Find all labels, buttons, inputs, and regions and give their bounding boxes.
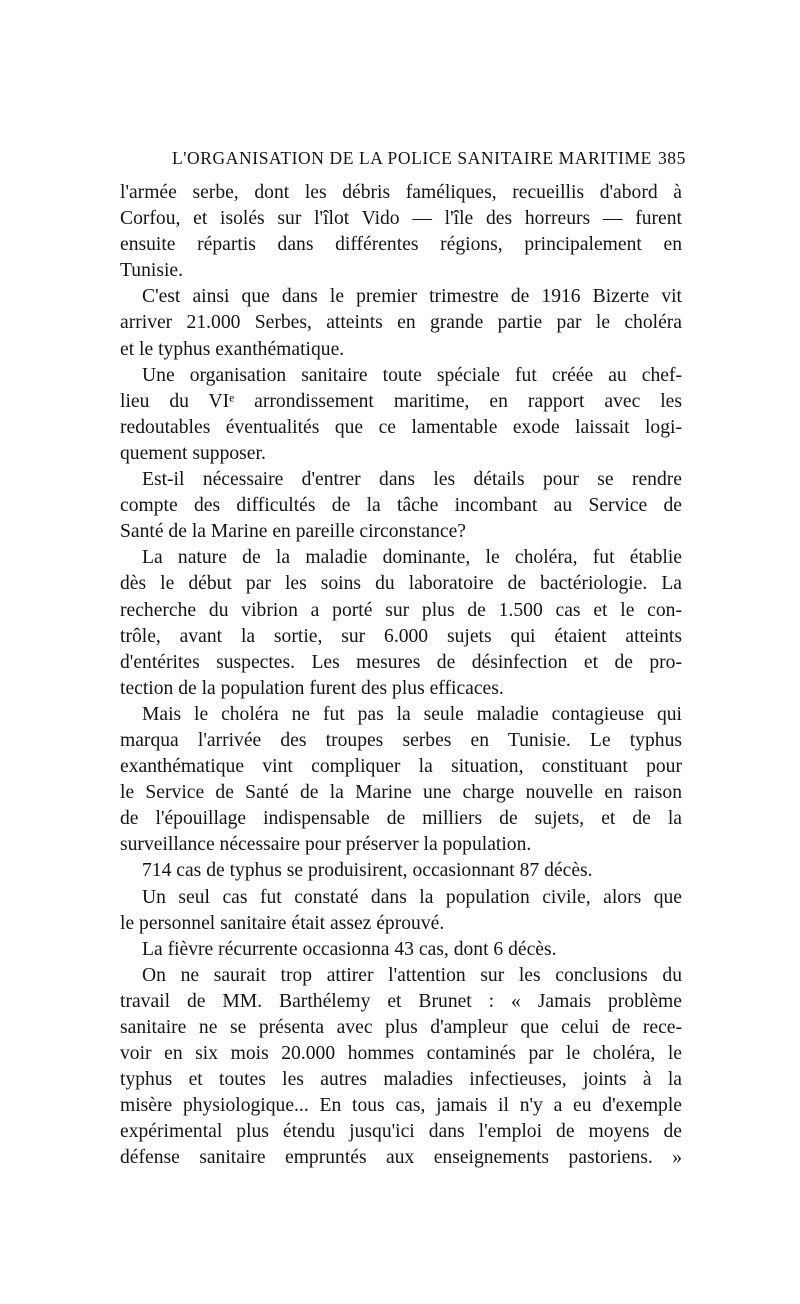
- text-line: l'armée serbe, dont les débris faméliques, recueillis d'abord à: [120, 182, 682, 203]
- text-line: 714 cas de typhus se produisirent, occasionnant 87 décès.: [142, 860, 593, 882]
- text-line: défense sanitaire empruntés aux enseignements pastoriens. »: [120, 1147, 682, 1169]
- text-line: Est-il nécessaire d'entrer dans les détails pour se rendre: [142, 469, 682, 491]
- text-line: de l'épouillage indispensable de milliers de sujets, et de la: [120, 808, 682, 830]
- text-line: Tunisie.: [120, 260, 183, 282]
- text-line: voir en six mois 20.000 hommes contaminés par le choléra, le: [120, 1043, 682, 1065]
- text-line: La nature de la maladie dominante, le choléra, fut établie: [142, 547, 682, 569]
- text-line: exanthématique vint compliquer la situation, constituant pour: [120, 756, 682, 778]
- text-line: Une organisation sanitaire toute spéciale fut créée au chef-: [142, 364, 682, 386]
- text-line: d'entérites suspectes. Les mesures de désinfection et de pro-: [120, 651, 682, 673]
- text-line: travail de MM. Barthélemy et Brunet : « Jamais problème: [120, 990, 682, 1012]
- text-line: tection de la population furent des plus efficaces.: [120, 677, 504, 699]
- page-number: 385: [657, 148, 686, 168]
- text-line: quement supposer.: [120, 442, 266, 464]
- text-line: ensuite répartis dans différentes régions, principalement en: [120, 234, 682, 256]
- text-line: lieu du VIᵉ arrondissement maritime, en rapport avec les: [120, 390, 682, 412]
- text-line: La fièvre récurrente occasionna 43 cas, dont 6 décès.: [142, 938, 557, 960]
- text-line: Un seul cas fut constaté dans la population civile, alors que: [142, 886, 682, 908]
- text-line: Santé de la Marine en pareille circonstance?: [120, 521, 466, 543]
- text-line: marqua l'arrivée des troupes serbes en Tunisie. Le typhus: [120, 729, 682, 751]
- text-line: surveillance nécessaire pour préserver la population.: [120, 834, 532, 856]
- text-line: le Service de Santé de la Marine une charge nouvelle en raison: [120, 782, 682, 804]
- text-line: trôle, avant la sortie, sur 6.000 sujets qui étaient atteints: [120, 625, 682, 647]
- text-line: On ne saurait trop attirer l'attention sur les conclusions du: [142, 964, 682, 986]
- text-line: misère physiologique... En tous cas, jamais il n'y a eu d'exemple: [120, 1095, 682, 1117]
- text-line: Corfou, et isolés sur l'îlot Vido — l'île des horreurs — furent: [120, 208, 682, 230]
- running-head: [120, 146, 686, 170]
- text-line: typhus et toutes les autres maladies infectieuses, joints à la: [120, 1069, 682, 1091]
- text-line: et le typhus exanthématique.: [120, 338, 345, 360]
- text-line: redoutables éventualités que ce lamentable exode laissait logi-: [120, 416, 682, 438]
- text-line: sanitaire ne se présenta avec plus d'ampleur que celui de rece-: [120, 1017, 682, 1038]
- text-line: expérimental plus étendu jusqu'ici dans l'emploi de moyens de: [120, 1121, 682, 1143]
- text-line: C'est ainsi que dans le premier trimestre de 1916 Bizerte vit: [142, 286, 682, 308]
- text-line: le personnel sanitaire était assez éprouvé.: [120, 912, 445, 934]
- text-line: Mais le choléra ne fut pas la seule maladie contagieuse qui: [142, 703, 682, 725]
- text-line: compte des difficultés de la tâche incombant au Service de: [120, 495, 682, 517]
- text-line: arriver 21.000 Serbes, atteints en grande partie par le choléra: [120, 312, 682, 334]
- text-line: dès le début par les soins du laboratoire de bactériologie. La: [120, 573, 682, 595]
- body-text: [120, 180, 682, 1172]
- text-line: recherche du vibrion a porté sur plus de 1.500 cas et le con-: [120, 599, 682, 621]
- running-head-title: L'ORGANISATION DE LA POLICE SANITAIRE MARITIME: [172, 148, 652, 168]
